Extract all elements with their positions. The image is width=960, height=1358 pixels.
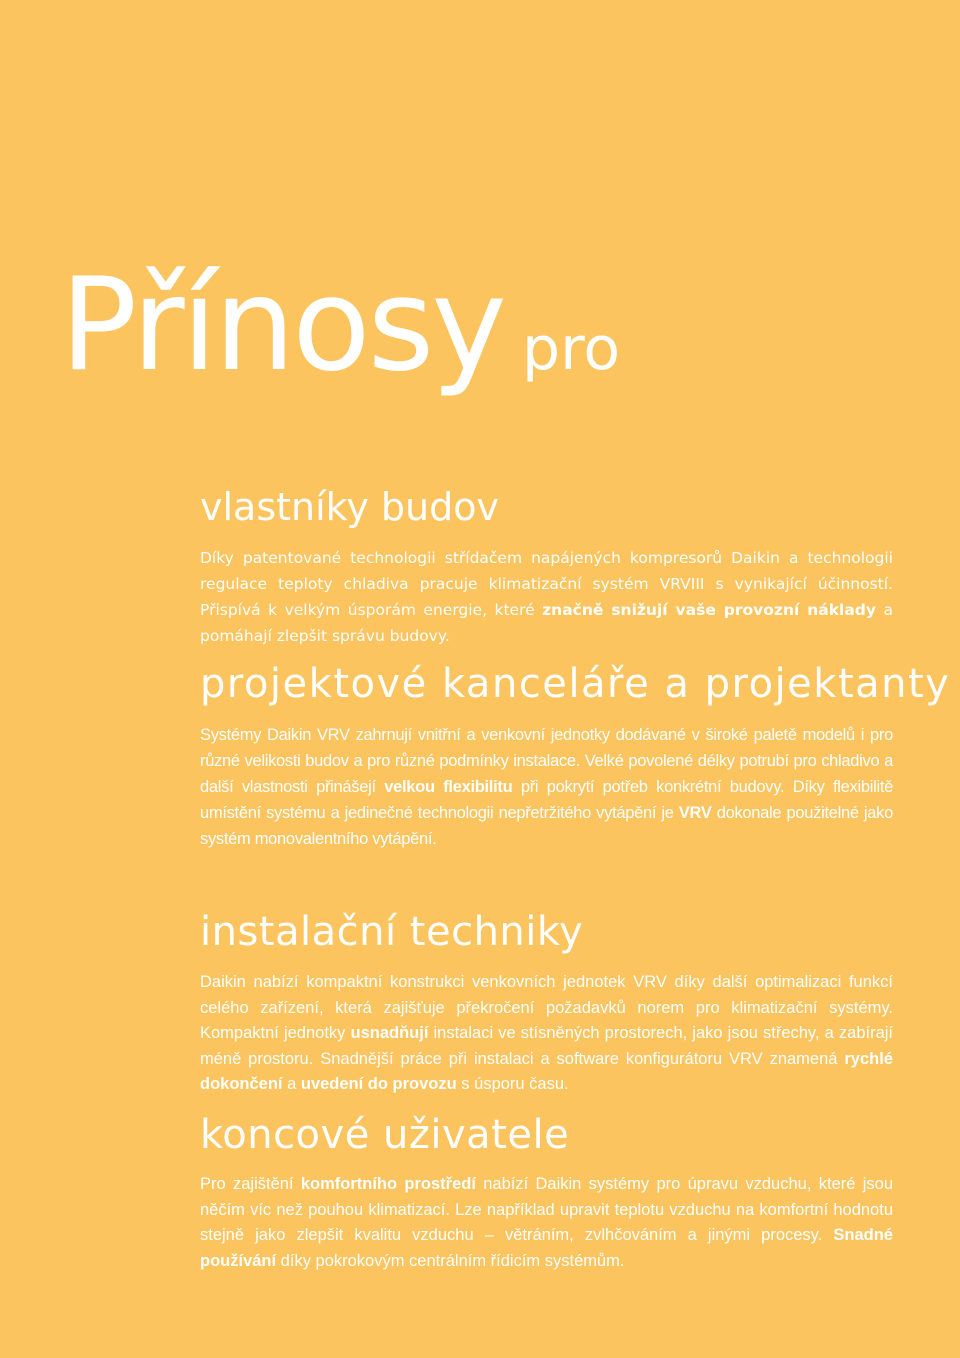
emphasis-text: usnadňují (350, 1024, 429, 1042)
body-text: Daikin nabízí kompaktní konstrukci venkovních jednotek VRV díky další optimalizaci funkcí celého zařízení, která zajišťuje překročení požadavků norem pro klimatizační systémy. Kompaktní jednotky (200, 973, 893, 1042)
section-heading: projektové kanceláře a projektanty (200, 661, 951, 707)
section-heading: instalační techniky (200, 909, 584, 955)
emphasis-text: velkou flexibilitu (384, 778, 513, 796)
body-text: Pro zajištění (200, 1175, 301, 1193)
body-text: dokonale použitelné jako systém monovalentního vytápění. (200, 804, 893, 848)
section-heading: koncové uživatele (200, 1112, 570, 1158)
section-installers (200, 909, 893, 1098)
body-text: instalaci ve stísněných prostorech, jako jsou střechy, a zabírají méně prostoru. Snadnější práce při instalaci a software konfigurátoru VRV znamená (200, 1024, 893, 1068)
body-text: při pokrytí potřeb konkrétní budovy. Díky flexibilitě umístění systému a jedinečné technologii nepřetržitého vytápění je (200, 778, 893, 822)
section-body (200, 545, 893, 649)
emphasis-text: uvedení do provozu (300, 1075, 457, 1093)
emphasis-text: značně snižují vaše provozní náklady (542, 601, 877, 619)
section-building-owners (200, 485, 893, 649)
body-text: s úsporu času. (456, 1075, 569, 1093)
section-body (200, 1172, 893, 1274)
emphasis-text: rychlé dokončení (200, 1049, 893, 1093)
emphasis-text: Snadné používání (200, 1226, 893, 1270)
body-text: a (282, 1075, 301, 1093)
section-end-users (200, 1112, 893, 1274)
section-body (200, 722, 893, 852)
body-text: Díky patentované technologii střídačem napájených kompresorů Daikin a technologii regulace teploty chladiva pracuje klimatizační systém VRVIII s vynikající účinností. Přispívá k velkým úsporám energie, které (200, 549, 893, 619)
section-designers (200, 661, 951, 852)
page-title (60, 251, 621, 400)
title-sub: pro (522, 314, 621, 384)
body-text: nabízí Daikin systémy pro úpravu vzduchu, které jsou něčím víc než pouhou klimatizací. Lze například upravit teplotu vzduchu na komfortní hodnotu stejně jako zlepšit kvalitu vzduchu – větráním, zvlhčováním a jinými procesy. (200, 1175, 893, 1244)
section-heading: vlastníky budov (200, 485, 499, 529)
section-body (200, 970, 893, 1098)
body-text: díky pokrokovým centrálním řídicím systémům. (276, 1251, 625, 1270)
emphasis-text: VRV (678, 804, 712, 822)
title-main: Přínosy (60, 251, 504, 400)
emphasis-text: komfortního prostředí (300, 1175, 476, 1193)
body-text: a pomáhají zlepšit správu budovy. (200, 601, 893, 645)
body-text: Systémy Daikin VRV zahrnují vnitřní a venkovní jednotky dodávané v široké paletě modelů i pro různé velikosti budov a pro různé podmínky instalace. Velké povolené délky potrubí pro chladivo a další vlastnosti přinášejí (200, 726, 893, 796)
